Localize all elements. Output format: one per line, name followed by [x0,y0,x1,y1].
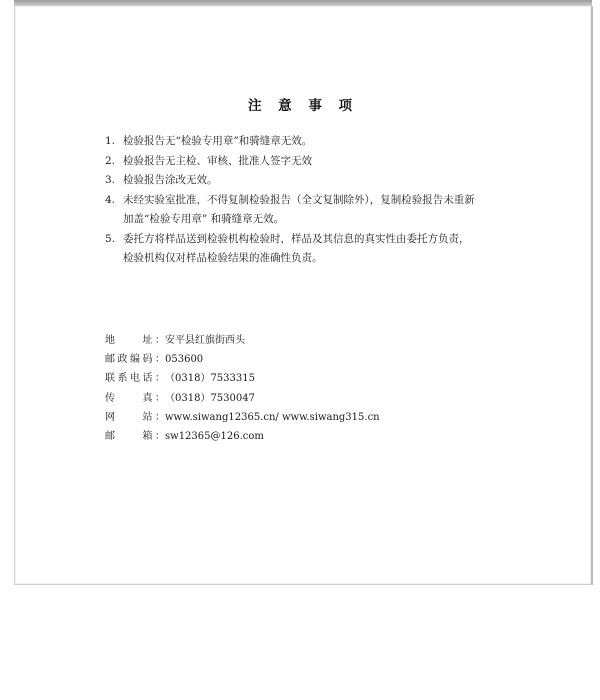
notice-item [105,132,555,152]
notice-text: 检验报告无“检验专用章”和骑缝章无效。 [123,135,313,147]
contact-value: （0318）7530047 [165,392,255,404]
contact-phone [105,369,525,388]
contact-value: 安平县红旗街西头 [165,335,245,346]
notice-text: 未经实验室批准，不得复制检验报告（全文复制除外），复制检验报告未重新 [123,193,475,206]
page-title: 注 意 事 项 [247,98,359,114]
document-page [14,6,593,585]
contact-address [105,331,525,350]
notice-number: 3. [105,174,116,186]
notice-text: 检验报告涂改无效。 [123,174,218,186]
contact-website [105,408,525,427]
notice-number: 2. [105,154,116,167]
notice-text: 检验报告无主检、审核、批准人签字无效 [123,154,312,167]
notice-text-continued: 检验机构仅对样品检验结果的准确性负责。 [123,252,323,264]
notice-item [105,230,555,269]
contact-value: sw12365@126.com [165,431,264,443]
contact-label: 传 真： [105,392,165,404]
contact-fax [105,389,525,408]
contact-label: 联系电话： [105,373,165,385]
notice-number: 4. [105,193,116,206]
notice-item [105,171,555,191]
notice-number: 1. [105,135,116,147]
contact-info [105,331,525,446]
contact-email [105,427,525,446]
contact-postcode [105,350,525,369]
contact-label: 地 址： [105,335,165,346]
contact-value: 053600 [165,354,204,366]
notice-list [105,132,555,269]
notice-number: 5. [105,232,116,245]
notice-item [105,152,555,172]
notice-text: 委托方将样品送到检验机构检验时，样品及其信息的真实性由委托方负责， [123,232,470,245]
contact-label: 邮 箱： [105,431,165,443]
notice-text-continued: 加盖“检验专用章” 和骑缝章无效。 [123,213,285,225]
contact-label: 邮政编码： [105,354,165,366]
contact-value: （0318）7533315 [165,373,255,385]
contact-value: www.siwang12365.cn/ www.siwang315.cn [165,411,380,423]
contact-label: 网 站： [105,411,165,423]
notice-item [105,191,555,230]
